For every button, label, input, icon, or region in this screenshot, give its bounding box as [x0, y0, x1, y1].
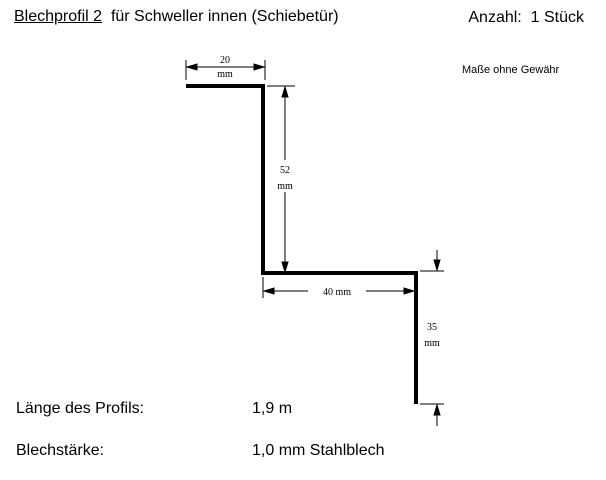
arrow-top-right	[254, 64, 264, 70]
arrow-upper-bottom	[282, 262, 288, 272]
arrow-lower-bottom	[434, 405, 440, 415]
dim-label-lower-height-value: 35	[427, 322, 437, 333]
profile-description: für Schweller innen (Schiebetür)	[110, 8, 339, 25]
arrow-top-left	[187, 64, 197, 70]
sheet-profile-line	[186, 86, 416, 404]
spec-row-thickness	[16, 442, 385, 460]
dim-label-top-flange-value: 20	[220, 55, 230, 66]
profile-name: Blechprofil 2	[14, 8, 103, 25]
disclaimer-note: Maße ohne Gewähr	[462, 64, 560, 76]
arrow-mid-right	[404, 288, 414, 294]
spec-row-length	[16, 400, 293, 418]
dim-label-lower-height-unit: mm	[424, 338, 440, 349]
spec-value: 1,9 m	[252, 400, 293, 417]
dim-label-middle-width: 40 mm	[322, 287, 352, 298]
arrow-upper-top	[282, 87, 288, 97]
dim-label-upper-height-unit: mm	[277, 181, 293, 192]
dim-label-upper-height-value: 52	[280, 165, 290, 176]
quantity-value: 1 Stück	[530, 9, 584, 26]
arrow-mid-left	[264, 288, 274, 294]
spec-label: Länge des Profils:	[16, 400, 145, 417]
arrow-lower-top	[434, 260, 440, 270]
quantity-label: Anzahl:	[468, 9, 522, 26]
spec-label: Blechstärke:	[16, 442, 105, 459]
spec-value: 1,0 mm Stahlblech	[252, 442, 385, 459]
dim-label-top-flange-unit: mm	[217, 69, 233, 80]
